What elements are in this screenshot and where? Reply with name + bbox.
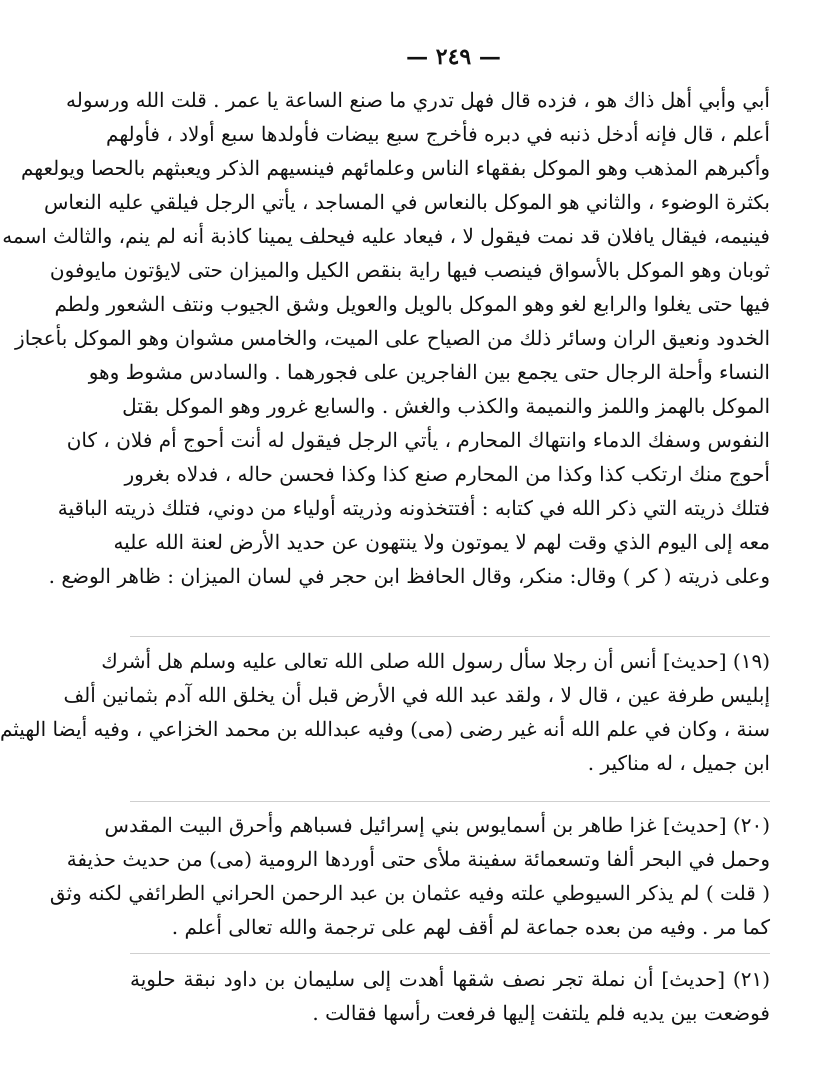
text-line: بكثرة الوضوء ، والثاني هو الموكل بالنعاس في المساجد ، يأتي الرجل فيلقي عليه النعاس <box>44 190 770 214</box>
text-line: الخدود ونعيق الران وسائر ذلك من الصياح على الميت، والخامس مشوان وهو الموكل بأعجاز <box>15 326 770 350</box>
text-line: (٢٠) [حديث] غزا طاهر بن أسمايوس بني إسرائيل فسباهم وأحرق البيت المقدس <box>104 813 770 837</box>
section-divider <box>130 801 770 802</box>
text-line: أحوج منك ارتكب كذا وكذا من المحارم صنع كذا وكذا فحسن حاله ، فدلاه بغرور <box>124 462 770 486</box>
text-line: (٢١) [حديث] أن نملة تجر نصف شقها أهدت إلى سليمان بن داود نبقة حلوية <box>130 967 770 991</box>
section-divider <box>130 953 770 954</box>
text-line: وعلى ذريته ( كر ) وقال: منكر، وقال الحافظ ابن حجر في لسان الميزان : ظاهر الوضع . <box>48 564 770 588</box>
text-line: الموكل بالهمز واللمز والنميمة والكذب والغش . والسابع غرور وهو الموكل بقتل <box>122 394 770 418</box>
text-line: فيها حتى يغلوا والرابع لغو وهو الموكل بالويل والعويل وشق الجيوب ونتف الشعور ولطم <box>54 292 770 316</box>
text-line: ( قلت ) لم يذكر السيوطي علته وفيه عثمان بن عبد الرحمن الحراني الطرائفي لكنه وثق <box>49 881 770 905</box>
text-line: ابن جميل ، له مناكير . <box>587 751 770 775</box>
text-line: إبليس طرفة عين ، قال لا ، ولقد عبد الله في الأرض قبل أن يخلق الله آدم بثمانين ألف <box>63 683 770 707</box>
text-line: أبي وأبي أهل ذاك هو ، فزده قال فهل تدري ما صنع الساعة يا عمر . قلت الله ورسوله <box>66 88 770 112</box>
text-line: أعلم ، قال فإنه أدخل ذنبه في دبره فأخرج سبع بيضات فأولدها سبع أولاد ، فأولهم <box>106 122 770 146</box>
text-line: سنة ، وكان في علم الله أنه غير رضى (مى) وفيه عبدالله بن محمد الخزاعي ، وفيه أيضا الهيثم <box>0 717 770 741</box>
text-line: (١٩) [حديث] أنس أن رجلا سأل رسول الله صلى الله تعالى عليه وسلم هل أشرك <box>101 649 770 673</box>
text-line: فينيمه، فيقال يافلان قد نمت فيقول لا ، فيعاد عليه فيحلف يمينا كاذبة أنه لم ينم، والثالث اسمه <box>2 224 770 248</box>
text-line: النساء وأحلة الرجال حتى يجمع بين الفاجرين على فجورهما . والسادس مشوط وهو <box>88 360 770 384</box>
page-number: — ٢٤٩ — <box>406 44 501 70</box>
text-line: فتلك ذريته التي ذكر الله في كتابه : أفتتخذونه وذريته أولياء من دوني، فتلك ذريته الباقية <box>57 496 770 520</box>
text-line: النفوس وسفك الدماء وانتهاك المحارم ، يأتي الرجل فيقول له أنت أحوج أم فلان ، كان <box>66 428 770 452</box>
text-line: كما مر . وفيه من بعده جماعة لم أقف لهم على ترجمة والله تعالى أعلم . <box>171 915 770 939</box>
text-line: ثوبان وهو الموكل بالأسواق فينصب فيها راية بنقص الكيل والميزان حتى لايؤتون مايوفون <box>49 258 770 282</box>
text-line: وأكبرهم المذهب وهو الموكل بفقهاء الناس وعلمائهم فينسيهم الذكر ويعبثهم بالحصا ويولعهم <box>20 156 770 180</box>
text-line: فوضعت بين يديه فلم يلتفت إليها فرفعت رأسها فقالت . <box>312 1001 770 1025</box>
text-line: معه إلى اليوم الذي وقت لهم لا يموتون ولا ينتهون عن حديد الأرض لعنة الله عليه <box>113 530 770 554</box>
section-divider <box>130 636 770 637</box>
text-line: وحمل في البحر ألفا وتسعمائة سفينة ملأى حتى أوردها الرومية (مى) من حديث حذيفة <box>66 847 770 871</box>
